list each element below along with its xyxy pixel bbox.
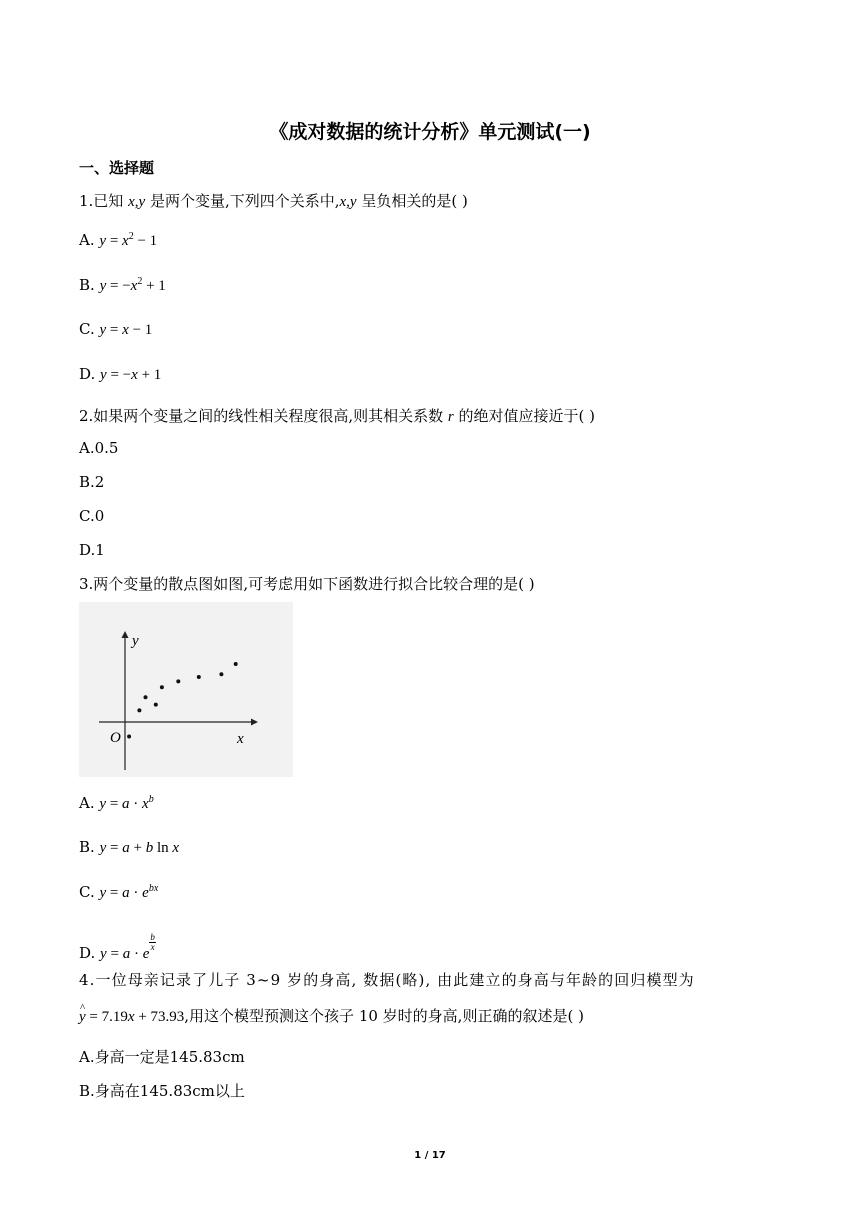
q3-option-c: C. $y = a \cdot e^{bx}$: [79, 883, 159, 901]
question-4-stem-line1: 4.一位母亲记录了儿子 3~9 岁的身高, 数据(略), 由此建立的身高与年龄的回归模型为: [79, 971, 695, 989]
q2-option-a: A.0.5: [79, 439, 119, 457]
scatter-point: [144, 695, 148, 699]
question-2-stem: 2.如果两个变量之间的线性相关程度很高,则其相关系数 r 的绝对值应接近于( ): [79, 407, 595, 425]
question-1-stem: 1.已知 x,y 是两个变量,下列四个关系中,x,y 呈负相关的是( ): [79, 192, 468, 210]
y-axis-arrow: [122, 631, 129, 638]
y-axis-label: y: [132, 633, 139, 649]
scatter-point: [154, 703, 158, 707]
scatter-point: [176, 679, 180, 683]
scatter-points: [127, 662, 238, 739]
q2-option-b: B.2: [79, 473, 105, 491]
scatter-point: [197, 675, 201, 679]
q3-option-d: D. y = a · e $\frac{b}{x}$: [79, 932, 155, 962]
q1-option-a: A. $y = x^2 - 1$: [79, 231, 158, 249]
scatter-point: [234, 662, 238, 666]
origin-label: O: [110, 730, 121, 746]
scatter-point: [137, 708, 141, 712]
scatter-point: [219, 672, 223, 676]
q4-option-b: B.身高在145.83cm以上: [79, 1082, 245, 1100]
x-axis-arrow: [251, 719, 258, 726]
question-3-stem: 3.两个变量的散点图如图,可考虑用如下函数进行拟合比较合理的是( ): [79, 575, 535, 593]
section-heading: 一、选择题: [79, 159, 155, 177]
q2-option-c: C.0: [79, 507, 105, 525]
q2-option-d: D.1: [79, 541, 105, 559]
q4-option-a: A.身高一定是145.83cm: [79, 1048, 245, 1066]
scatter-plot-figure: [79, 602, 293, 777]
q1-option-d: D. y = −x + 1: [79, 365, 162, 383]
q3-option-a: A. $y = a \cdot x^b$: [79, 794, 154, 812]
scatter-point: [127, 735, 131, 739]
scatter-point: [160, 685, 164, 689]
question-4-stem-line2: ^ y = 7.19x + 73.93,用这个模型预测这个孩子 10 岁时的身高,则正确的叙述是( ): [79, 1006, 584, 1027]
x-axis-label: x: [237, 731, 244, 747]
q1-option-c: C. y = x − 1: [79, 320, 153, 338]
page-number: 1 / 17: [414, 1150, 446, 1161]
q1-option-b: B. $y = -x^2 + 1$: [79, 276, 166, 294]
q3-option-b: B. y = a + b ln x: [79, 838, 180, 856]
page-title: 《成对数据的统计分析》单元测试(一): [269, 121, 591, 143]
